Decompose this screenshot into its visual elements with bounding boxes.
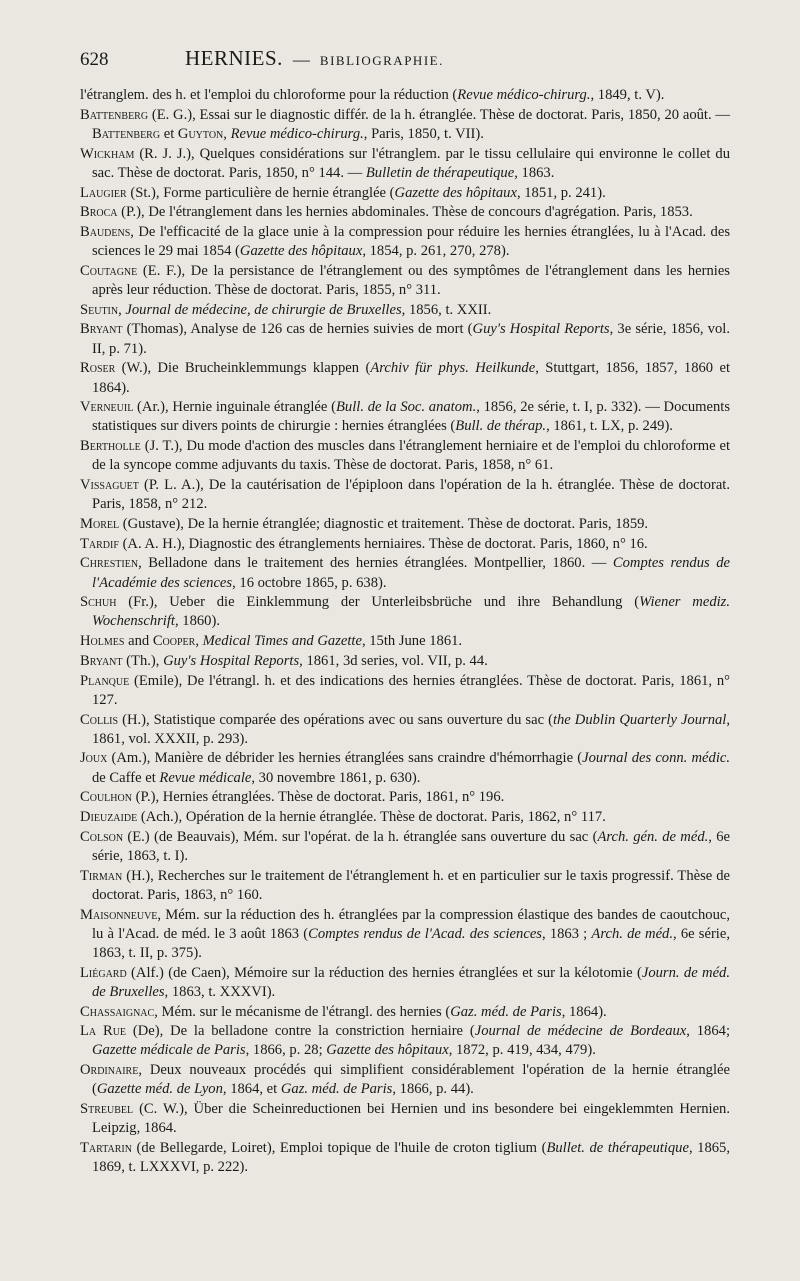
entry-author: Bryant: [80, 321, 123, 338]
bibliography-entry: [80, 476, 730, 514]
entry-author: Coutagne: [80, 262, 138, 279]
bibliography-entry: [80, 964, 730, 1002]
entry-text: , 1864, et: [222, 1081, 281, 1098]
entry-text: , 6e série, 1863, t. I).: [92, 828, 730, 864]
entry-publication-title: Revue médico-chirurg.: [457, 87, 591, 103]
entry-publication-title: Journal de médecine de Bordeaux: [474, 1023, 687, 1040]
bibliography-entry: [80, 867, 730, 905]
entry-author: Tartarin: [80, 1139, 132, 1156]
bibliography-entry: [80, 554, 730, 592]
bibliography-entry: [80, 672, 730, 710]
entry-publication-title: Comptes rendus de l'Académie des sciences: [92, 555, 730, 591]
entry-publication-title: Guy's Hospital Reports: [472, 321, 610, 338]
entry-text: (Emile), De l'étrangl. h. et des indications des hernies étranglées. Thèse de doctorat. Paris, 1861, n° 127.: [92, 672, 730, 708]
entry-text: , 1872, p. 419, 434, 479).: [448, 1042, 596, 1059]
entry-text: (De), De la belladone contre la constriction herniaire (: [126, 1023, 475, 1040]
entry-publication-title: Arch. gén. de méd.: [597, 828, 709, 845]
bibliography-entry: [80, 535, 730, 554]
entry-text: , Belladone dans le traitement des hernies étranglées. Montpellier, 1860. —: [138, 555, 613, 572]
entry-author: Vissaguet: [80, 477, 139, 494]
entry-text: and: [124, 633, 153, 650]
entry-text: , 30 novembre 1861, p. 630).: [251, 769, 421, 786]
entry-author: Streubel: [80, 1101, 134, 1118]
entry-text: et: [160, 125, 178, 142]
entry-text: , 1851, p. 241).: [516, 184, 606, 201]
entry-author: Joux: [80, 750, 108, 767]
entry-author: Wickham: [80, 145, 135, 162]
entry-text: (Thomas), Analyse de 126 cas de hernies suivies de mort (: [122, 321, 473, 338]
entry-publication-title: Gazette des hôpitaux: [239, 243, 363, 260]
entry-text: , 1866, p. 28;: [245, 1042, 327, 1059]
entry-text: , 6e série, 1863, t. II, p. 375).: [92, 925, 730, 961]
entry-publication-title: Gaz. méd. de Paris: [450, 1003, 562, 1020]
bibliography-entry: [80, 145, 730, 183]
entry-author: Verneuil: [80, 399, 134, 416]
entry-author: Chassaignac: [80, 1003, 155, 1020]
entry-publication-title: Journ. de méd. de Bruxelles: [92, 964, 730, 1000]
entry-text: (Gustave), De la hernie étranglée; diagnostic et traitement. Thèse de doctorat. Paris, 1859.: [119, 515, 649, 532]
page-number: 628: [80, 49, 109, 70]
entry-text: , De l'efficacité de la glace unie à la compression pour réduire les hernies étranglées, lu à l'Acad. des sciences le 29 mai 1854 (: [92, 223, 730, 260]
entry-text: ,: [223, 125, 231, 142]
bibliography-entry: [80, 515, 730, 534]
bibliography-entry: [80, 652, 730, 671]
entry-text: (P.), De l'étranglement dans les hernies abdominales. Thèse de concours d'agrégation. Paris, 1853.: [117, 204, 693, 221]
entry-text: , Paris, 1850, t. VII).: [363, 125, 484, 142]
entry-author: Guyton: [177, 125, 224, 142]
bibliography-entry: [80, 632, 730, 651]
entry-text: (Ar.), Hernie inguinale étranglée (: [133, 399, 336, 416]
entry-author: Dieuzaide: [80, 809, 138, 826]
entry-author: Bryant: [80, 652, 123, 669]
bibliography-entry: [80, 184, 730, 203]
entry-text: (W.), Die Brucheinklemmungs klappen (: [115, 360, 371, 377]
bibliography-entry: [80, 398, 730, 436]
running-subtitle: BIBLIOGRAPHIE.: [319, 53, 444, 68]
entry-author: Colson: [80, 828, 124, 845]
entry-author: Tardif: [80, 535, 119, 552]
entry-text: (Alf.) (de Caen), Mémoire sur la réduction des hernies étranglées et sur la kélotomie (: [126, 964, 642, 981]
entry-text: (E.) (de Beauvais), Mém. sur l'opérat. de la h. étranglée sans ouverture du sac (: [123, 828, 598, 845]
entry-text: , 15th June 1861.: [361, 633, 463, 650]
entry-author: Battenberg: [92, 125, 161, 142]
entry-text: (Fr.), Ueber die Einklemmung der Unterleibsbrüche und ihre Behandlung (: [116, 594, 640, 611]
entry-publication-title: Bullet. de thérapeutique: [546, 1139, 689, 1156]
entry-publication-title: Guy's Hospital Reports: [163, 652, 300, 669]
entry-text: (E. G.), Essai sur le diagnostic différ. de la h. étranglée. Thèse de doctorat. Paris, 1850, 20 août. —: [148, 106, 730, 123]
entry-publication-title: Journal des conn. médic.: [582, 750, 730, 767]
bibliography-entry: [80, 906, 730, 964]
entry-text: (J. T.), Du mode d'action des muscles dans l'étranglement herniaire et de l'emploi du chloroforme et de la syncope comme adjuvants du taxis. Thèse de doctorat. Paris, 1858, n° 61.: [92, 438, 730, 474]
bibliography-entry: [80, 1139, 730, 1177]
entry-text: , 1849, t. V).: [590, 87, 665, 103]
entry-author: Tirman: [80, 867, 123, 884]
entry-author: Cooper: [152, 633, 196, 650]
entry-author: Schuh: [80, 594, 117, 611]
entry-text: (Am.), Manière de débrider les hernies étranglées sans craindre d'hémorrhagie (: [107, 750, 583, 767]
bibliography-entry: [80, 359, 730, 397]
entry-text: , Mém. sur le mécanisme de l'étrangl. des hernies (: [154, 1003, 451, 1020]
entry-publication-title: Gazette des hôpitaux: [394, 184, 517, 201]
entry-text: (R. J. J.), Quelques considérations sur l'étranglem. par le tissu cellulaire qui environne le collet du sac. Thèse de doctorat. Paris, 1850, n° 144. —: [92, 145, 730, 181]
bibliography-entry: [80, 106, 730, 144]
entry-text: , 1854, p. 261, 270, 278).: [362, 243, 510, 260]
entry-text: ,: [118, 301, 126, 318]
entry-text: , 3e série, 1856, vol. II, p. 71).: [92, 321, 730, 357]
bibliography-entry: [80, 86, 730, 105]
entry-publication-title: the Dublin Quarterly Journal: [552, 711, 727, 728]
entry-text: (P.), Hernies étranglées. Thèse de doctorat. Paris, 1861, n° 196.: [131, 789, 505, 806]
entry-publication-title: Bulletin de thérapeutique: [365, 164, 515, 181]
running-dash: —: [292, 50, 310, 69]
entry-author: Coulhon: [80, 789, 132, 806]
entry-publication-title: Revue médicale: [159, 769, 252, 786]
entry-publication-title: Gazette méd. de Lyon: [96, 1081, 223, 1098]
entry-text: (P. L. A.), De la cautérisation de l'épiploon dans l'opération de la h. étranglée. Thèse de doctorat. Paris, 1858, n° 212.: [92, 477, 730, 513]
running-title: HERNIES.: [185, 46, 283, 70]
entry-text: , Stuttgart, 1856, 1857, 1860 et 1864).: [92, 360, 730, 396]
entry-author: Morel: [80, 515, 120, 532]
bibliography-list: [80, 86, 730, 1177]
bibliography-entry: [80, 262, 730, 300]
bibliography-entry: [80, 788, 730, 807]
entry-text: de Caffe et: [92, 769, 160, 786]
entry-text: , 1861, vol. XXXII, p. 293).: [92, 711, 730, 747]
entry-publication-title: Journal de médecine, de chirurgie de Bruxelles: [125, 301, 402, 318]
bibliography-entry: [80, 1061, 730, 1099]
entry-text: , 1863.: [514, 164, 555, 181]
entry-author: Baudens: [80, 223, 131, 240]
entry-text: , 1856, 2e série, t. I, p. 332). — Documents statistiques sur divers points de chirurgie : hernies étranglées (: [92, 399, 731, 435]
entry-author: Ordinaire: [80, 1062, 139, 1079]
entry-text: (A. A. H.), Diagnostic des étranglements herniaires. Thèse de doctorat. Paris, 1860, n° 16.: [118, 535, 648, 552]
bibliography-entry: [80, 711, 730, 749]
entry-author: Broca: [80, 204, 118, 221]
entry-author: Bertholle: [80, 438, 141, 455]
entry-text: , 1860).: [174, 613, 220, 630]
entry-author: Maisonneuve: [80, 906, 158, 923]
entry-publication-title: Wiener mediz. Wochenschrift: [92, 594, 730, 630]
entry-text: ,: [195, 633, 203, 650]
entry-author: Planque: [80, 672, 130, 689]
bibliography-entry: [80, 828, 730, 866]
entry-text: (E. F.), De la persistance de l'étranglement ou des symptômes de l'étranglement dans les hernies après leur réduction. Thèse de doctorat. Paris, 1855, n° 311.: [92, 262, 730, 299]
entry-publication-title: Gazette des hôpitaux: [326, 1042, 449, 1059]
entry-publication-title: Gazette médicale de Paris: [92, 1042, 246, 1059]
entry-author: La Rue: [80, 1023, 127, 1040]
entry-text: (H.), Statistique comparée des opérations avec ou sans ouverture du sac (: [118, 711, 553, 728]
bibliography-entry: [80, 749, 730, 787]
entry-text: , 1856, t. XXII.: [401, 301, 492, 318]
entry-author: Liégard: [80, 964, 127, 981]
entry-text: , 1861, t. LX, p. 249).: [546, 418, 673, 435]
entry-author: Roser: [80, 360, 116, 377]
bibliography-entry: [80, 1022, 730, 1060]
entry-author: Laugier: [80, 184, 127, 201]
entry-text: (C. W.), Über die Scheinreductionen bei Hernien und ins besondere bei eingeklemmten Hernien. Leipzig, 1864.: [92, 1101, 730, 1137]
entry-text: (H.), Recherches sur le traitement de l'étranglement h. et en particulier sur le taxis progressif. Thèse de doctorat. Paris, 1863, n° 160.: [92, 867, 730, 903]
bibliography-entry: [80, 593, 730, 631]
entry-text: , Deux nouveaux procédés qui simplifient considérablement l'opération de la hernie étranglée (: [92, 1062, 730, 1098]
bibliography-entry: [80, 223, 730, 261]
bibliography-entry: [80, 320, 730, 358]
entry-author: Collis: [80, 711, 119, 728]
entry-publication-title: Gaz. méd. de Paris: [280, 1081, 393, 1098]
entry-text: , 1866, p. 44).: [392, 1081, 474, 1098]
bibliography-entry: [80, 1003, 730, 1022]
entry-publication-title: Revue médico-chirurg.: [230, 125, 364, 142]
entry-text: (Ach.), Opération de la hernie étranglée. Thèse de doctorat. Paris, 1862, n° 117.: [137, 809, 606, 826]
entry-publication-title: Comptes rendus de l'Acad. des sciences: [308, 925, 542, 942]
entry-text: , 1865, 1869, t. LXXXVI, p. 222).: [92, 1139, 730, 1176]
entry-text: (de Bellegarde, Loiret), Emploi topique de l'huile de croton tiglium (: [131, 1139, 547, 1156]
entry-text: , 16 octobre 1865, p. 638).: [232, 574, 387, 591]
bibliography-entry: [80, 203, 730, 222]
entry-publication-title: Bull. de la Soc. anatom.: [336, 399, 477, 416]
entry-text: , 1863, t. XXXVI).: [164, 983, 276, 1000]
entry-text: (St.), Forme particulière de hernie étranglée (: [126, 184, 395, 201]
entry-publication-title: Bull. de thérap.: [455, 418, 547, 435]
entry-text: , Mém. sur la réduction des h. étranglées par la compression élastique des bandes de caoutchouc, lu à l'Acad. de méd. le 3 août 1863 (: [92, 906, 730, 942]
bibliography-entry: [80, 808, 730, 827]
bibliography-entry: [80, 1100, 730, 1138]
entry-author: Chrestien: [80, 555, 139, 572]
entry-publication-title: Medical Times and Gazette: [202, 633, 362, 650]
entry-publication-title: Arch. de méd.: [591, 925, 673, 942]
bibliography-entry: [80, 437, 730, 475]
entry-text: l'étranglem. des h. et l'emploi du chloroforme pour la réduction (: [80, 87, 458, 103]
entry-publication-title: Archiv für phys. Heilkunde: [370, 360, 536, 377]
entry-author: Battenberg: [80, 106, 149, 123]
entry-text: (Th.),: [122, 652, 164, 669]
entry-text: , 1864;: [686, 1023, 730, 1040]
entry-author: Holmes: [80, 633, 125, 650]
entry-text: , 1863 ;: [541, 925, 592, 942]
entry-text: , 1864).: [561, 1003, 607, 1020]
entry-text: , 1861, 3d series, vol. VII, p. 44.: [299, 652, 488, 669]
bibliography-entry: [80, 301, 730, 320]
running-header: [80, 46, 730, 82]
entry-author: Seutin: [80, 301, 119, 318]
